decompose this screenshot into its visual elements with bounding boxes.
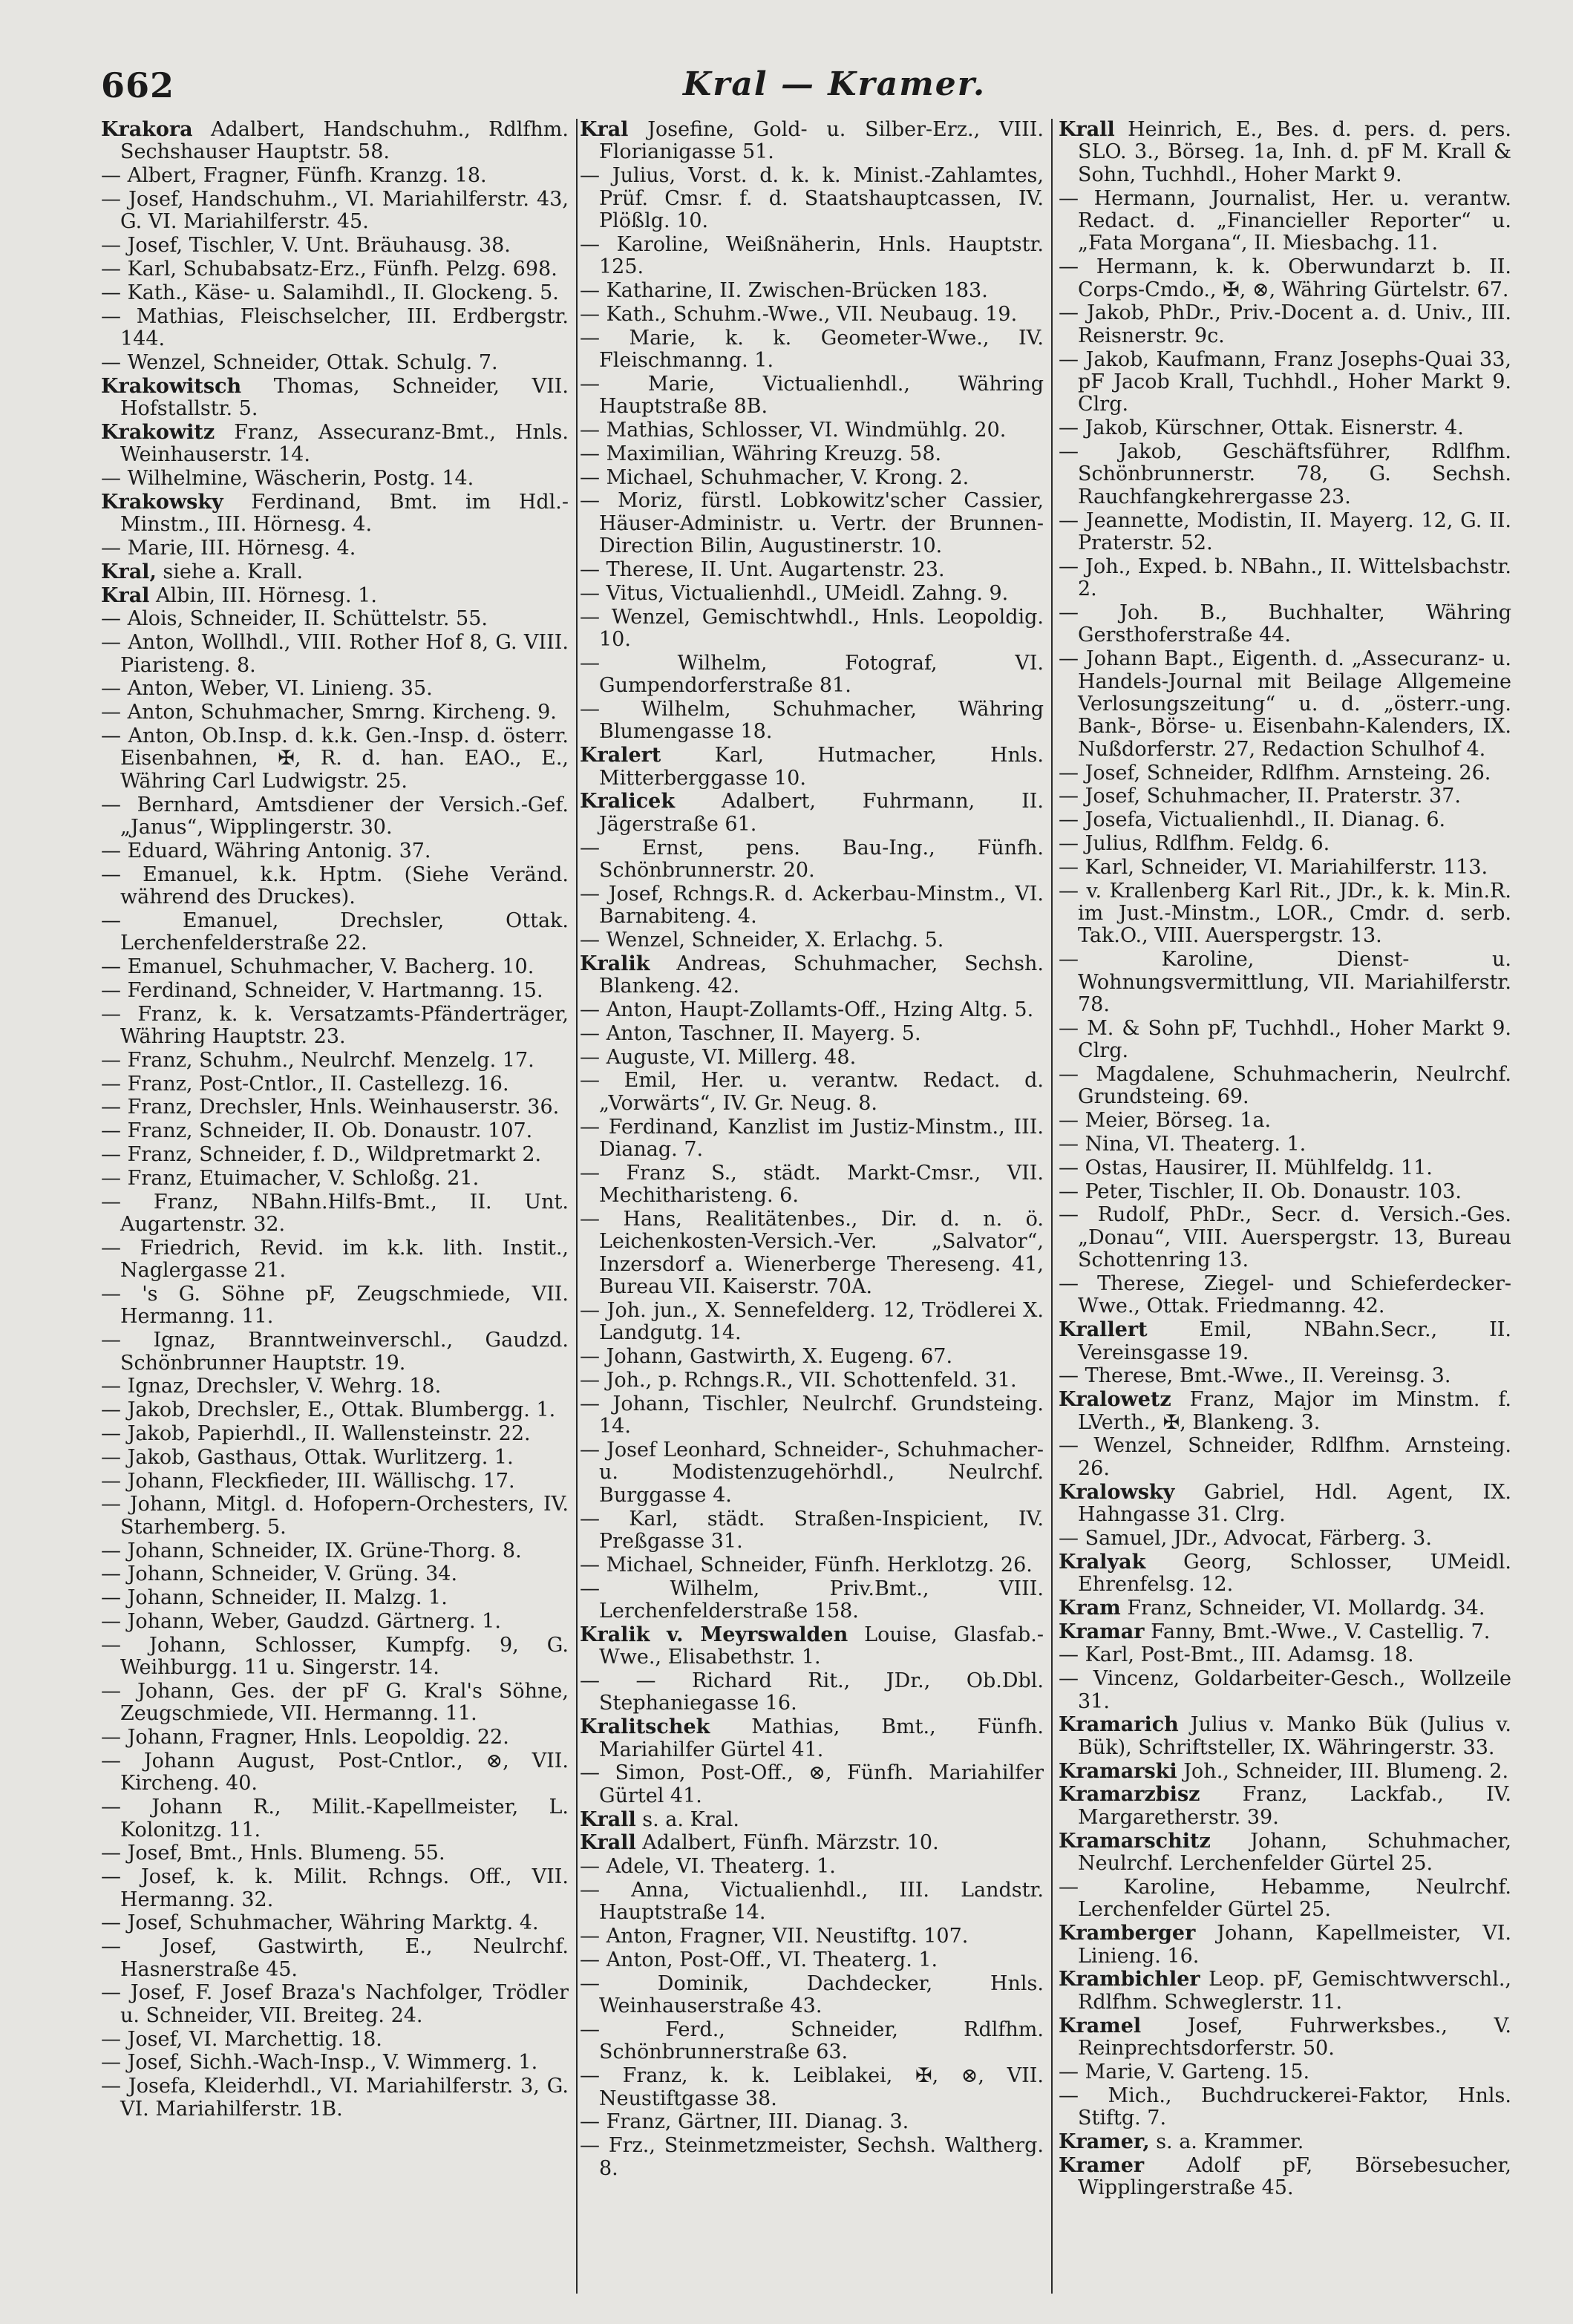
directory-entry: — Michael, Schneider, Fünfh. Herklotzg. 26.: [580, 1553, 1033, 1577]
directory-entry: Krall Heinrich, E., Bes. d. pers. d. pers. SLO. 3., Börseg. 1a, Inh. d. pF M. Krall & Sohn, Tuchhdl., Hoher Markt 9.: [1059, 119, 1511, 186]
directory-entry: — Josef, Sichh.-Wach-Insp., V. Wimmerg. 1.: [101, 2051, 538, 2075]
directory-entry: — Hans, Realitätenbes., Dir. d. n. ö. Leichenkosten-Versich.-Ver. „Salvator“, Inzersdorf a. Wienerberge Thereseng. 41, Bureau VII. Kaiserstr. 70A.: [580, 1208, 1044, 1299]
directory-entry: — Wenzel, Schneider, Rdlfhm. Arnsteing. 26.: [1059, 1434, 1511, 1480]
directory-entry: Krall s. a. Kral.: [580, 1807, 739, 1831]
directory-entry: — Ferdinand, Kanzlist im Justiz-Minstm., III. Dianag. 7.: [580, 1115, 1044, 1162]
directory-entry: — Anton, Ob.Insp. d. k.k. Gen.-Insp. d. österr. Eisenbahnen, ✠, R. d. han. EAO., E., Währing Carl Ludwigstr. 25.: [101, 724, 569, 793]
directory-entry: — Karl, Post-Bmt., III. Adamsg. 18.: [1059, 1643, 1414, 1667]
directory-entry: — Franz, Schneider, f. D., Wildpretmarkt 2.: [101, 1142, 542, 1166]
directory-entry: Krakowitsch Thomas, Schneider, VII. Hofstallstr. 5.: [101, 374, 569, 420]
directory-entry: Kramarski Joh., Schneider, III. Blumeng. 2.: [1059, 1759, 1509, 1783]
directory-entry: Kramarschitz Johann, Schuhmacher, Neulrchf. Lerchenfelder Gürtel 25.: [1059, 1829, 1511, 1876]
directory-entry: — Wenzel, Schneider, Ottak. Schulg. 7.: [101, 350, 498, 374]
directory-entry: — Wenzel, Gemischtwhdl., Hnls. Leopoldig. 10.: [580, 605, 1044, 652]
directory-entry: Kralowetz Franz, Major im Minstm. f. LVerth., ✠, Blankeng. 3.: [1059, 1388, 1511, 1434]
directory-entry: — Karoline, Hebamme, Neulrchf. Lerchenfelder Gürtel 25.: [1059, 1875, 1511, 1922]
directory-entry: — Emanuel, k.k. Hptm. (Siehe Veränd. während des Druckes).: [101, 863, 569, 909]
directory-entry: Kramel Josef, Fuhrwerksbes., V. Reinprechtsdorferstr. 50.: [1059, 2014, 1511, 2060]
directory-entry: — Bernhard, Amtsdiener der Versich.-Gef. „Janus“, Wipplingerstr. 30.: [101, 793, 569, 839]
directory-entry: — Anton, Wollhdl., VIII. Rother Hof 8, G. VIII. Piaristeng. 8.: [101, 631, 569, 677]
directory-entry: — Franz, Schuhm., Neulrchf. Menzelg. 17.: [101, 1048, 534, 1072]
directory-entry: — Mich., Buchdruckerei-Faktor, Hnls. Stiftg. 7.: [1059, 2084, 1511, 2130]
column-1: [101, 119, 569, 2294]
directory-entry: Kralert Karl, Hutmacher, Hnls. Mitterberggasse 10.: [580, 744, 1044, 790]
directory-entry: — Magdalene, Schuhmacherin, Neulrchf. Grundsteing. 69.: [1059, 1063, 1511, 1109]
directory-entry: Kralik Andreas, Schuhmacher, Sechsh. Blankeng. 42.: [580, 952, 1044, 998]
directory-entry: — Josef, Handschuhm., VI. Mariahilferstr. 43, G. VI. Mariahilferstr. 45.: [101, 188, 569, 234]
directory-entry: — Moriz, fürstl. Lobkowitz'scher Cassier, Häuser-Administr. u. Vertr. der Brunnen-Direction Bilin, Augustinerstr. 10.: [580, 489, 1044, 558]
directory-entry: — Franz S., städt. Markt-Cmsr., VII. Mechitharisteng. 6.: [580, 1161, 1044, 1208]
directory-columns: [101, 119, 1511, 2294]
directory-entry: Kramer Adolf pF, Börsebesucher, Wipplingerstraße 45.: [1059, 2153, 1511, 2199]
directory-entry: — Katharine, II. Zwischen-Brücken 183.: [580, 279, 988, 303]
directory-entry: — Anton, Fragner, VII. Neustiftg. 107.: [580, 1925, 969, 1948]
directory-entry: — Friedrich, Revid. im k.k. lith. Instit., Naglergasse 21.: [101, 1236, 569, 1283]
directory-entry: — Ignaz, Branntweinverschl., Gaudzd. Schönbrunner Hauptstr. 19.: [101, 1329, 569, 1375]
directory-entry: — Josef, Schneider, Rdlfhm. Arnsteing. 26.: [1059, 761, 1491, 785]
directory-entry: — Josef, VI. Marchettig. 18.: [101, 2027, 382, 2051]
directory-entry: — Jakob, Gasthaus, Ottak. Wurlitzerg. 1.: [101, 1445, 514, 1469]
directory-entry: — Anton, Haupt-Zollamts-Off., Hzing Altg. 5.: [580, 998, 1034, 1022]
directory-entry: — Michael, Schuhmacher, V. Krong. 2.: [580, 465, 969, 489]
directory-entry: — Therese, Bmt.-Wwe., II. Vereinsg. 3.: [1059, 1364, 1451, 1388]
directory-entry: Kramar Fanny, Bmt.-Wwe., V. Castellig. 7.: [1059, 1620, 1491, 1643]
directory-entry: — Frz., Steinmetzmeister, Sechsh. Waltherg. 8.: [580, 2134, 1044, 2180]
directory-entry: — Josef Leonhard, Schneider-, Schuhmacher- u. Modistenzugehörhdl., Neulrchf. Burggasse 4.: [580, 1438, 1044, 1507]
directory-entry: — Johann Bapt., Eigenth. d. „Assecuranz- u. Handels-Journal mit Beilage Allgemeine Verlosungszeitung“ u. d. „österr.-ung. Bank-, Börse- u. Eisenbahn-Kalenders, IX. Nußdorferstr. 27, Redaction Schulhof 4.: [1059, 647, 1511, 761]
directory-entry: Kralik v. Meyrswalden Louise, Glasfab.-Wwe., Elisabethstr. 1.: [580, 1623, 1044, 1669]
directory-entry: — Meier, Börseg. 1a.: [1059, 1109, 1272, 1133]
directory-entry: — — Richard Rit., JDr., Ob.Dbl. Stephaniegasse 16.: [580, 1669, 1044, 1715]
directory-entry: — Johann, Schneider, IX. Grüne-Thorg. 8.: [101, 1539, 522, 1562]
directory-entry: — v. Krallenberg Karl Rit., JDr., k. k. Min.R. im Just.-Minstm., LOR., Cmdr. d. serb. Tak.O., VIII. Auerspergstr. 13.: [1059, 879, 1511, 948]
directory-entry: — Albert, Fragner, Fünfh. Kranzg. 18.: [101, 164, 487, 188]
directory-entry: — Maximilian, Währing Kreuzg. 58.: [580, 442, 942, 465]
directory-entry: — Peter, Tischler, II. Ob. Donaustr. 103.: [1059, 1179, 1462, 1203]
directory-entry: — Johann, Weber, Gaudzd. Gärtnerg. 1.: [101, 1609, 501, 1633]
page-header: [0, 59, 1573, 119]
directory-entry: — Johann R., Milit.-Kapellmeister, L. Kolonitzg. 11.: [101, 1796, 569, 1842]
directory-entry: — Eduard, Währing Antonig. 37.: [101, 839, 431, 863]
directory-entry: — Johann, Mitgl. d. Hofopern-Orchesters, IV. Starhemberg. 5.: [101, 1493, 569, 1539]
directory-entry: — Jakob, Kaufmann, Franz Josephs-Quai 33, pF Jacob Krall, Tuchhdl., Hoher Markt 9. Clrg.: [1059, 347, 1511, 416]
directory-entry: — Simon, Post-Off., ⊗, Fünfh. Mariahilfer Gürtel 41.: [580, 1761, 1044, 1807]
directory-entry: — Franz, NBahn.Hilfs-Bmt., II. Unt. Augartenstr. 32.: [101, 1190, 569, 1236]
directory-entry: — Wilhelm, Schuhmacher, Währing Blumengasse 18.: [580, 698, 1044, 744]
directory-entry: Kralowsky Gabriel, Hdl. Agent, IX. Hahngasse 31. Clrg.: [1059, 1480, 1511, 1527]
directory-entry: Kralicek Adalbert, Fuhrmann, II. Jägerstraße 61.: [580, 790, 1044, 836]
directory-entry: — Kath., Käse- u. Salamihdl., II. Glockeng. 5.: [101, 281, 559, 304]
directory-entry: — Ferdinand, Schneider, V. Hartmanng. 15.: [101, 978, 543, 1002]
directory-entry: Kramarich Julius v. Manko Bük (Julius v. Bük), Schriftsteller, IX. Währingerstr. 33.: [1059, 1713, 1511, 1759]
directory-entry: — Franz, k. k. Leiblakei, ✠, ⊗, VII. Neustiftgasse 38.: [580, 2064, 1044, 2110]
directory-entry: — M. & Sohn pF, Tuchhdl., Hoher Markt 9. Clrg.: [1059, 1016, 1511, 1063]
directory-entry: Krakowsky Ferdinand, Bmt. im Hdl.-Minstm., III. Hörnesg. 4.: [101, 490, 569, 537]
directory-entry: — Johann, Gastwirth, X. Eugeng. 67.: [580, 1345, 953, 1369]
directory-entry: — Hermann, k. k. Oberwundarzt b. II. Corps-Cmdo., ✠, ⊗, Währing Gürtelstr. 67.: [1059, 255, 1511, 301]
directory-entry: — Joh., p. Rchngs.R., VII. Schottenfeld. 31.: [580, 1369, 1017, 1392]
directory-entry: — Karl, städt. Straßen-Inspicient, IV. Preßgasse 31.: [580, 1507, 1044, 1554]
directory-entry: — Franz, Post-Cntlor., II. Castellezg. 16.: [101, 1072, 509, 1096]
directory-entry: — Josef, F. Josef Braza's Nachfolger, Trödler u. Schneider, VII. Breiteg. 24.: [101, 1981, 569, 2027]
directory-entry: — Jakob, PhDr., Priv.-Docent a. d. Univ., III. Reisnerstr. 9c.: [1059, 301, 1511, 347]
directory-entry: — Jakob, Kürschner, Ottak. Eisnerstr. 4.: [1059, 416, 1464, 440]
directory-entry: — Therese, II. Unt. Augartenstr. 23.: [580, 558, 945, 582]
directory-entry: — Anna, Victualienhdl., III. Landstr. Hauptstraße 14.: [580, 1879, 1044, 1925]
directory-entry: — Mathias, Schlosser, VI. Windmühlg. 20.: [580, 419, 1007, 442]
directory-entry: — Karoline, Dienst- u. Wohnungsvermittlung, VII. Mariahilferstr. 78.: [1059, 948, 1511, 1017]
directory-entry: — Karoline, Weißnäherin, Hnls. Hauptstr. 125.: [580, 232, 1044, 279]
directory-entry: — Nina, VI. Theaterg. 1.: [1059, 1133, 1307, 1156]
directory-entry: — Joh., Exped. b. NBahn., II. Wittelsbachstr. 2.: [1059, 554, 1511, 601]
directory-entry: — Anton, Schuhmacher, Smrng. Kircheng. 9.: [101, 701, 557, 724]
directory-entry: — Dominik, Dachdecker, Hnls. Weinhauserstraße 43.: [580, 1971, 1044, 2018]
directory-entry: — Wilhelm, Priv.Bmt., VIII. Lerchenfelderstraße 158.: [580, 1577, 1044, 1623]
directory-entry: — Anton, Post-Off., VI. Theaterg. 1.: [580, 1948, 938, 1972]
directory-entry: — Mathias, Fleischselcher, III. Erdbergstr. 144.: [101, 304, 569, 350]
directory-entry: — Johann August, Post-Cntlor., ⊗, VII. Kircheng. 40.: [101, 1749, 569, 1796]
directory-entry: — Josef, k. k. Milit. Rchngs. Off., VII. Hermanng. 32.: [101, 1865, 569, 1911]
directory-entry: — Anton, Weber, VI. Linieng. 35.: [101, 677, 433, 701]
directory-entry: — Vincenz, Goldarbeiter-Gesch., Wollzeile 31.: [1059, 1667, 1511, 1713]
directory-entry: — Josefa, Kleiderhdl., VI. Mariahilferstr. 3, G. VI. Mariahilferstr. 1B.: [101, 2075, 569, 2121]
directory-entry: Kralitschek Mathias, Bmt., Fünfh. Mariahilfer Gürtel 41.: [580, 1715, 1044, 1761]
directory-entry: — Wenzel, Schneider, X. Erlachg. 5.: [580, 929, 944, 952]
directory-entry: — Karl, Schneider, VI. Mariahilferstr. 113.: [1059, 855, 1488, 879]
directory-entry: — Johann, Ges. der pF G. Kral's Söhne, Zeugschmiede, VII. Hermanng. 11.: [101, 1679, 569, 1726]
directory-entry: — Franz, Gärtner, III. Dianag. 3.: [580, 2110, 909, 2134]
directory-entry: — Franz, Etuimacher, V. Schloßg. 21.: [101, 1166, 480, 1190]
directory-entry: — Jakob, Papierhdl., II. Wallensteinstr. 22.: [101, 1421, 531, 1445]
directory-entry: — Ignaz, Drechsler, V. Wehrg. 18.: [101, 1375, 442, 1398]
directory-entry: — Johann, Tischler, Neulrchf. Grundsteing. 14.: [580, 1392, 1044, 1438]
directory-entry: — Josef, Bmt., Hnls. Blumeng. 55.: [101, 1842, 445, 1865]
directory-entry: — Auguste, VI. Millerg. 48.: [580, 1045, 857, 1069]
directory-entry: — Therese, Ziegel- und Schieferdecker-Wwe., Ottak. Friedmanng. 42.: [1059, 1272, 1511, 1318]
directory-entry: — Josef, Tischler, V. Unt. Bräuhausg. 38.: [101, 234, 511, 258]
directory-entry: — Wilhelmine, Wäscherin, Postg. 14.: [101, 467, 474, 490]
directory-entry: Kral Josefine, Gold- u. Silber-Erz., VIII. Florianigasse 51.: [580, 119, 1044, 164]
directory-entry: — Ernst, pens. Bau-Ing., Fünfh. Schönbrunnerstr. 20.: [580, 836, 1044, 883]
directory-entry: — Joh. jun., X. Sennefelderg. 12, Trödlerei X. Landgutg. 14.: [580, 1299, 1044, 1345]
running-head: Kral — Kramer.: [683, 65, 987, 103]
directory-entry: — Josef, Rchngs.R. d. Ackerbau-Minstm., VI. Barnabiteng. 4.: [580, 882, 1044, 929]
directory-entry: — Johann, Schlosser, Kumpfg. 9, G. Weihburgg. 11 u. Singerstr. 14.: [101, 1633, 569, 1680]
directory-entry: Krambichler Leop. pF, Gemischtwverschl., Rdlfhm. Schweglerstr. 11.: [1059, 1968, 1511, 2014]
directory-entry: Krallert Emil, NBahn.Secr., II. Vereinsgasse 19.: [1059, 1318, 1511, 1364]
directory-entry: — Jakob, Geschäftsführer, Rdlfhm. Schönbrunnerstr. 78, G. Sechsh. Rauchfangkehrergasse 23.: [1059, 440, 1511, 508]
directory-entry: — Josef, Gastwirth, E., Neulrchf. Hasnerstraße 45.: [101, 1935, 569, 1981]
directory-entry: Kram Franz, Schneider, VI. Mollardg. 34.: [1059, 1596, 1485, 1620]
directory-entry: — Josef, Schuhmacher, Währing Marktg. 4.: [101, 1911, 539, 1935]
directory-entry: — Karl, Schubabsatz-Erz., Fünfh. Pelzg. 698.: [101, 258, 557, 281]
column-2: [580, 119, 1044, 2294]
directory-entry: Kramarzbisz Franz, Lackfab., IV. Margaretherstr. 39.: [1059, 1783, 1511, 1829]
directory-entry: — Joh. B., Buchhalter, Währing Gersthoferstraße 44.: [1059, 601, 1511, 647]
directory-entry: — Marie, V. Garteng. 15.: [1059, 2060, 1310, 2084]
directory-entry: — Hermann, Journalist, Her. u. verantw. Redact. d. „Financieller Reporter“ u. „Fata Morgana“, II. Miesbachg. 11.: [1059, 186, 1511, 255]
directory-entry: — Adele, VI. Theaterg. 1.: [580, 1855, 836, 1879]
directory-entry: Kramberger Johann, Kapellmeister, VI. Linieng. 16.: [1059, 1922, 1511, 1968]
directory-entry: — Kath., Schuhm.-Wwe., VII. Neubaug. 19.: [580, 302, 1018, 326]
directory-entry: — Vitus, Victualienhdl., UMeidl. Zahng. 9.: [580, 581, 1009, 605]
directory-entry: Krakora Adalbert, Handschuhm., Rdlfhm. Sechshauser Hauptstr. 58.: [101, 119, 569, 164]
directory-entry: — 's G. Söhne pF, Zeugschmiede, VII. Hermanng. 11.: [101, 1282, 569, 1329]
directory-entry: — Marie, k. k. Geometer-Wwe., IV. Fleischmanng. 1.: [580, 326, 1044, 373]
directory-entry: — Emanuel, Schuhmacher, V. Bacherg. 10.: [101, 955, 534, 978]
directory-entry: — Alois, Schneider, II. Schüttelstr. 55.: [101, 607, 488, 631]
directory-entry: — Franz, Drechsler, Hnls. Weinhauserstr. 36.: [101, 1096, 560, 1119]
directory-entry: — Johann, Fragner, Hnls. Leopoldig. 22.: [101, 1726, 509, 1749]
directory-entry: — Josef, Schuhmacher, II. Praterstr. 37.: [1059, 785, 1461, 808]
directory-entry: — Johann, Schneider, II. Malzg. 1.: [101, 1586, 448, 1610]
page-number: 662: [101, 65, 175, 105]
directory-entry: — Marie, III. Hörnesg. 4.: [101, 537, 356, 560]
directory-entry: — Rudolf, PhDr., Secr. d. Versich.-Ges. „Donau“, VIII. Auerspergstr. 13, Bureau Schottenring 13.: [1059, 1203, 1511, 1272]
directory-entry: Kral, siehe a. Krall.: [101, 560, 304, 583]
directory-entry: Kralyak Georg, Schlosser, UMeidl. Ehrenfelsg. 12.: [1059, 1550, 1511, 1597]
directory-entry: Kramer, s. a. Krammer.: [1059, 2130, 1304, 2153]
directory-entry: — Jeannette, Modistin, II. Mayerg. 12, G. II. Praterstr. 52.: [1059, 508, 1511, 555]
directory-entry: — Johann, Fleckfieder, III. Wällischg. 17.: [101, 1469, 515, 1493]
directory-entry: Krakowitz Franz, Assecuranz-Bmt., Hnls. Weinhauserstr. 14.: [101, 420, 569, 467]
directory-entry: — Samuel, JDr., Advocat, Färberg. 3.: [1059, 1526, 1432, 1550]
directory-entry: — Julius, Rdlfhm. Feldg. 6.: [1059, 832, 1330, 856]
directory-entry: — Ostas, Hausirer, II. Mühlfeldg. 11.: [1059, 1156, 1433, 1179]
directory-entry: — Franz, Schneider, II. Ob. Donaustr. 107.: [101, 1119, 533, 1143]
directory-entry: Kral Albin, III. Hörnesg. 1.: [101, 583, 377, 607]
directory-entry: — Emanuel, Drechsler, Ottak. Lerchenfelderstraße 22.: [101, 909, 569, 955]
directory-entry: — Anton, Taschner, II. Mayerg. 5.: [580, 1021, 921, 1045]
directory-entry: — Ferd., Schneider, Rdlfhm. Schönbrunnerstraße 63.: [580, 2018, 1044, 2064]
directory-entry: — Julius, Vorst. d. k. k. Minist.-Zahlamtes, Prüf. Cmsr. f. d. Staatshauptcassen, IV. Plößlg. 10.: [580, 164, 1044, 233]
directory-entry: — Franz, k. k. Versatzamts-Pfänderträger, Währing Hauptstr. 23.: [101, 1002, 569, 1048]
directory-entry: — Wilhelm, Fotograf, VI. Gumpendorferstraße 81.: [580, 651, 1044, 698]
directory-entry: — Josefa, Victualienhdl., II. Dianag. 6.: [1059, 808, 1446, 832]
directory-entry: — Jakob, Drechsler, E., Ottak. Blumbergg. 1.: [101, 1398, 556, 1422]
directory-entry: — Marie, Victualienhdl., Währing Hauptstraße 8B.: [580, 372, 1044, 419]
directory-entry: — Emil, Her. u. verantw. Redact. d. „Vorwärts“, IV. Gr. Neug. 8.: [580, 1069, 1044, 1115]
column-3: [1059, 119, 1511, 2294]
directory-entry: — Johann, Schneider, V. Grüng. 34.: [101, 1562, 458, 1586]
directory-entry: Krall Adalbert, Fünfh. Märzstr. 10.: [580, 1831, 939, 1855]
